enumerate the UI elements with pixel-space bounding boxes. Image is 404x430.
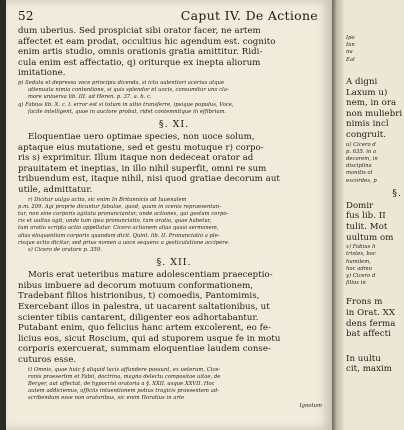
footnote-line: y) Cicero d <box>346 272 376 279</box>
text-line: enim artis studio, omnis orationis gratia amittitur. Ridi- <box>18 47 263 58</box>
running-header <box>18 8 318 24</box>
text-line: corporis exercuerat, summam eloquentiae laudem conse- <box>18 344 271 355</box>
footnote-line: excordes, p <box>346 177 377 184</box>
footnote-line: x) Fabius li <box>346 244 376 251</box>
text-line: Laxum u) <box>346 87 388 98</box>
text-line: tribuendum est, itaque nihil, nisi quod gratiae decorum aut <box>18 174 280 185</box>
footnote-t <box>18 367 330 410</box>
right-page <box>344 0 404 430</box>
footnote-line: p) Sedata et depressa voce principia dicenda, si ictu ualentiori acerius atque <box>18 79 225 86</box>
text-line: A digni <box>346 77 378 87</box>
footnote-line: tum oratio scripta actio appellatur. Cicero actionem alias quasi sermonem, <box>18 225 219 232</box>
text-line: scienter tibiis cantarent, diligenter eos adhortabantur. <box>18 312 259 323</box>
footnotes-r-s <box>18 197 330 255</box>
text-line: fus lib. II <box>346 211 386 222</box>
footnote-line: autem addiciemus, officiis intuentionem potius tragicis praesentem ad- <box>28 388 220 395</box>
text-line: aptaque eius mutatione, sed et gestu motuque r) corpo- <box>18 142 264 153</box>
paragraph-section-xii <box>18 270 330 365</box>
footnote-line: ronis praesertim et Fabii, doctrina, magno delectu compositae uitae, de <box>28 373 221 380</box>
footnote-line: alias eloquentiam corporis quandam dicit. Quint. lib. II. Pronunciatio a ple- <box>18 232 220 239</box>
right-paragraph-a <box>346 77 402 141</box>
footnote-line: ris et uultus agit, unde tum ipsa pronunciatio, tum oratio, quae habetur, <box>18 218 212 225</box>
text-line: uultum om <box>346 232 394 243</box>
section-heading-xi: §. XI. <box>158 118 190 130</box>
footnote-line: u) Cicero d <box>346 141 376 148</box>
text-line: Moris erat ueteribus mature adolescentiam praeceptio- <box>28 270 273 281</box>
text-line: Exercebant illos in palestra, ut uacarent saltationibus, ut <box>18 301 270 312</box>
text-line: cula enim est affectatio, q) oriturque ex inepta aliorum <box>18 57 261 68</box>
text-line: congruit. <box>346 129 387 140</box>
text-line: affectet et eam prodat, occultius hic agendum est. cognito <box>18 36 276 47</box>
right-notes-b <box>346 244 402 287</box>
right-section-heading: §. <box>392 187 402 199</box>
paragraph-section-xi <box>18 132 330 196</box>
text-line: Domir <box>346 200 374 211</box>
footnote-line: hoc admo <box>346 265 372 272</box>
text-line: Iun <box>346 42 355 49</box>
text-line: imitatione. <box>18 68 66 79</box>
footnotes-p-q <box>18 80 330 116</box>
footnote-line: p. 635. in a <box>346 148 377 155</box>
text-line: ris s) exprimitur. Illum itaque non dedeceat orator ad <box>18 153 254 164</box>
footnote-line: Berger, aut affectat, de hypocrisi oratoria a §. XXII. usque XXVII. Hoc <box>28 380 215 387</box>
text-line: nimis incl <box>346 119 389 130</box>
footnote-line: q) Fabius lib. X. c. I. error est si totum in uitio transferre, ipsique populus, Voce, <box>18 101 234 108</box>
text-line: nu <box>346 49 353 56</box>
footnote-line: t) Omnis, quae huic § aliquid lucis affundere possunt, ex ueterum, Cice- <box>28 366 221 373</box>
footnote-line: tur, non sine corporis agitatu pronunciantur, unde actiones, qui gestum corpo- <box>18 210 229 217</box>
section-heading-xii: §. XII. <box>156 257 192 269</box>
text-line: Tradebant filios histrionibus, t) comoedis, Pantomimis, <box>18 291 260 302</box>
book-gutter <box>332 0 344 430</box>
text-line: cuturos esse. <box>18 354 77 365</box>
right-notes-a <box>346 142 402 185</box>
footnote-line: r) Dicitur uulgo actio, sic enim In Britannicis ad Iuuenalem <box>28 196 187 203</box>
text-line: in Orat. XX <box>346 307 395 318</box>
footnote-line: tristes, boc <box>346 251 376 258</box>
text-line: Putabant enim, quo felicius hanc artem excolerent, eo fe- <box>18 323 271 334</box>
text-line: Eal <box>346 56 355 63</box>
footnote-line: decorem, in <box>346 155 378 162</box>
text-line: bat affecti <box>346 329 391 340</box>
text-line: nem, in ora <box>346 98 397 109</box>
footnote-line: more uniuersa lib. III. ad Heren. p. 37. a. b. c. <box>28 94 152 101</box>
right-paragraph-d <box>346 354 402 375</box>
paragraph-opening <box>18 26 330 79</box>
text-line: prauitatem et ineptias, in illo nihil superfit, omni re sum <box>18 163 267 174</box>
page-body <box>18 26 330 412</box>
text-line: cit, maxim <box>346 364 392 375</box>
footnote-line: scribendum esse non oratoribus, sic enim Horatius in arte <box>28 395 185 402</box>
right-paragraph-c <box>346 297 402 339</box>
text-line: nibus imbuere ad decorum motuum conformationem, <box>18 280 254 291</box>
footnote-line: facile intelligent, quae in auctore probat, ridet contemnitque in effibrium. <box>28 108 227 115</box>
catchword: Ignotum <box>299 402 322 409</box>
right-page-body <box>346 0 402 375</box>
footnote-line: p.m. 209. Agi proprie dicuntur fabulae, quod, quum in scenis repraesentan- <box>18 203 221 210</box>
text-line: In uultu <box>346 353 381 364</box>
text-line: dum uberius. Sed prospiciat sibi orator facer, ne artem <box>18 26 261 36</box>
footnote-line: monitis ol <box>346 170 373 177</box>
text-line: tulit. Mot <box>346 221 388 232</box>
right-paragraph-b <box>346 201 402 243</box>
footnote-line: filios in <box>346 280 366 287</box>
footnote-line: risque actio dicitur, sed prius nomen a uoce sequens a gesticulatione accipere. <box>18 239 230 246</box>
footnote-line: attenuata nimia contentione, si quis splendor et uocis, consumitur uno cla- <box>28 87 229 94</box>
text-line: licius eos, sicut Roscium, qui ad stuporem usque fe in motu <box>18 333 281 344</box>
text-line: Frons m <box>346 297 383 308</box>
footnote-line: humilem, <box>346 258 371 265</box>
text-line: non muliebri <box>346 108 402 119</box>
footnote-line: s) Cicero de oratore p. 359. <box>28 246 102 253</box>
text-line: utile, admittatur. <box>18 184 93 195</box>
running-head-title: Caput IV. De Actione <box>180 8 318 23</box>
page-number: 52 <box>18 9 34 23</box>
footnote-line: disciplina <box>346 163 372 170</box>
text-line: Ipo <box>346 35 355 41</box>
text-line: Eloquentiae uero optimae species, non uoce solum, <box>28 131 255 142</box>
text-line: dens ferma <box>346 318 396 329</box>
left-page <box>6 0 332 430</box>
right-top-notes <box>346 1 402 75</box>
